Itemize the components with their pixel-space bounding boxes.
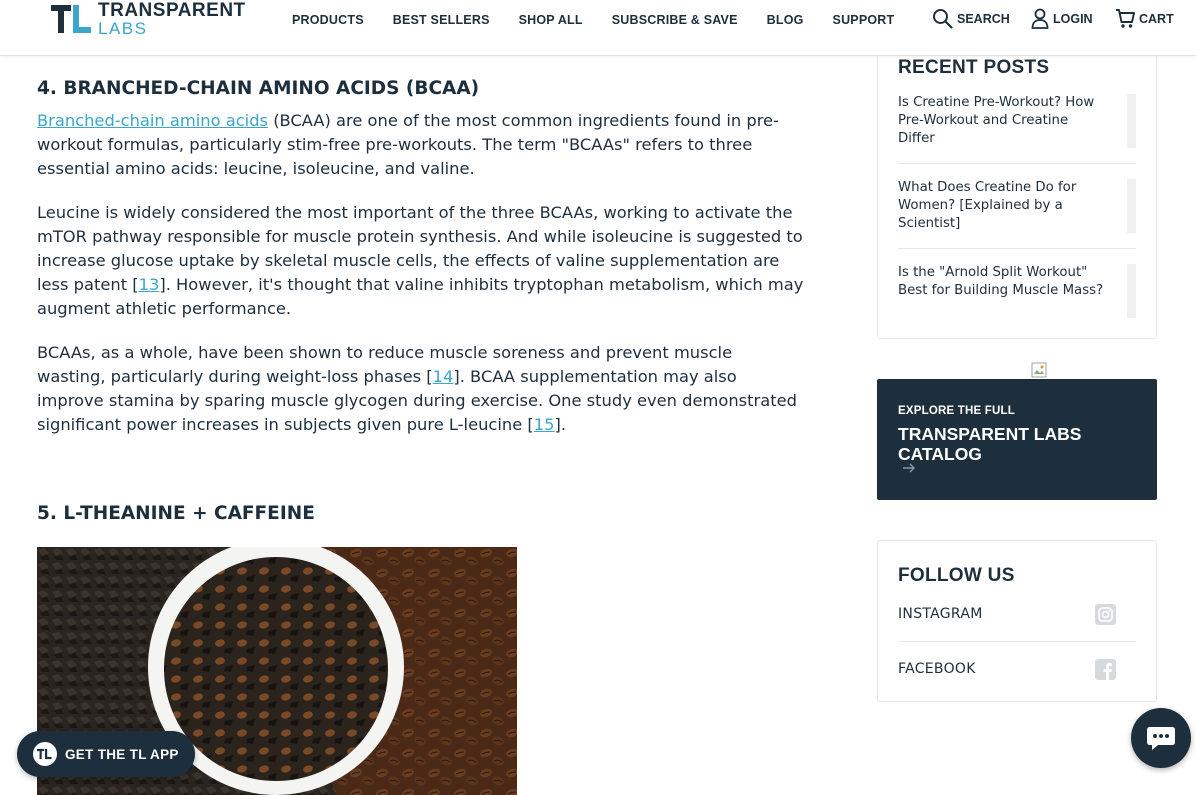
reference-link-15[interactable]: 15: [533, 415, 555, 434]
nav-blog[interactable]: BLOG: [766, 13, 804, 27]
get-app-label: GET THE TL APP: [65, 746, 179, 762]
recent-posts-title: RECENT POSTS: [898, 57, 1050, 78]
section-heading: 4. BRANCHED-CHAIN AMINO ACIDS (BCAA): [37, 78, 480, 99]
cart-icon: [1115, 8, 1135, 29]
main-nav: [292, 13, 923, 27]
reference-link-14[interactable]: 14: [432, 367, 454, 386]
chat-launcher-button[interactable]: [1131, 708, 1191, 768]
user-icon: [1031, 8, 1049, 29]
recent-post-title: Is Creatine Pre-Workout? How Pre-Workout and Creatine Differ: [898, 95, 1095, 146]
nav-best-sellers[interactable]: BEST SELLERS: [392, 13, 490, 27]
follow-us-title: FOLLOW US: [898, 565, 1015, 586]
follow-label: INSTAGRAM: [898, 606, 983, 622]
search-button[interactable]: [932, 8, 1010, 29]
logo[interactable]: [51, 2, 246, 36]
paragraph-text: (BCAA) are one of the most common ingredients found in pre-workout formulas, particularly stim-free pre-workouts. The term "BCAAs" refers to three essential amino acids: leucine, isoleucine, and valine.: [37, 111, 779, 178]
recent-post-item[interactable]: [898, 264, 1136, 320]
recent-posts-card: [877, 40, 1157, 339]
reference-link-13[interactable]: 13: [138, 275, 160, 294]
instagram-icon: [1095, 604, 1116, 625]
catalog-cta-banner[interactable]: [877, 379, 1157, 500]
paragraph-text: BCAAs, as a whole, have been shown to reduce muscle soreness and prevent muscle wasting, particularly during weight-loss phases [: [37, 343, 733, 386]
search-icon: [932, 8, 953, 29]
search-label: SEARCH: [957, 11, 1010, 26]
paragraph-text: Leucine is widely considered the most important of the three BCAAs, working to activate the mTOR pathway responsible for muscle protein synthesis. And while isoleucine is suggested to increase glucose uptake by skeletal muscle cells, the effects of valine supplementation are less patent [: [37, 203, 803, 294]
section-heading: 5. L-THEANINE + CAFFEINE: [37, 503, 315, 524]
follow-instagram-link[interactable]: [898, 587, 1136, 642]
recent-post-title: Is the "Arnold Split Workout" Best for Building Muscle Mass?: [898, 265, 1104, 298]
bcaa-link[interactable]: Branched-chain amino acids: [37, 111, 269, 130]
get-app-button[interactable]: [17, 731, 195, 777]
logo-text-primary: TRANSPARENT: [98, 0, 246, 21]
login-label: LOGIN: [1053, 11, 1093, 26]
paragraph-text: ]. However, it's thought that valine inhibits tryptophan metabolism, which may augment athletic performance.: [37, 275, 804, 318]
follow-label: FACEBOOK: [898, 661, 976, 677]
paragraph: [37, 201, 805, 321]
paragraph-text: ].: [554, 415, 567, 434]
cta-heading: TRANSPARENT LABS CATALOG: [898, 424, 1082, 464]
paragraph: [37, 109, 805, 181]
logo-text-secondary: LABS: [98, 19, 148, 38]
follow-facebook-link[interactable]: [898, 642, 1136, 697]
paragraph: [37, 341, 805, 437]
login-button[interactable]: [1031, 8, 1093, 29]
nav-products[interactable]: PRODUCTS: [292, 13, 364, 27]
post-thumbnail: [1127, 94, 1136, 148]
site-header: [0, 0, 1196, 56]
tl-app-logo-icon: [33, 742, 57, 766]
cart-button[interactable]: [1115, 8, 1174, 29]
cart-label: CART: [1139, 11, 1174, 26]
recent-post-item[interactable]: [898, 94, 1136, 164]
chat-icon: [1146, 725, 1176, 751]
cta-kicker: EXPLORE THE FULL: [898, 405, 1015, 417]
post-thumbnail: [1127, 264, 1136, 318]
recent-post-title: What Does Creatine Do for Women? [Explained by a Scientist]: [898, 180, 1077, 231]
logo-mark-icon: [51, 3, 95, 35]
facebook-icon: [1095, 659, 1116, 680]
nav-subscribe-save[interactable]: SUBSCRIBE & SAVE: [611, 13, 738, 27]
post-thumbnail: [1127, 179, 1136, 233]
nav-shop-all[interactable]: SHOP ALL: [518, 13, 583, 27]
nav-support[interactable]: SUPPORT: [832, 13, 895, 27]
arrow-right-icon: [902, 463, 916, 473]
recent-post-item[interactable]: [898, 179, 1136, 249]
broken-image-icon: [1031, 362, 1047, 378]
follow-us-card: [877, 540, 1157, 702]
paragraph-text: ]. BCAA supplementation may also improve stamina by sparing muscle glycogen during exercise. One study even demonstrated significant power increases in subjects given pure L-leucine [: [37, 367, 797, 434]
